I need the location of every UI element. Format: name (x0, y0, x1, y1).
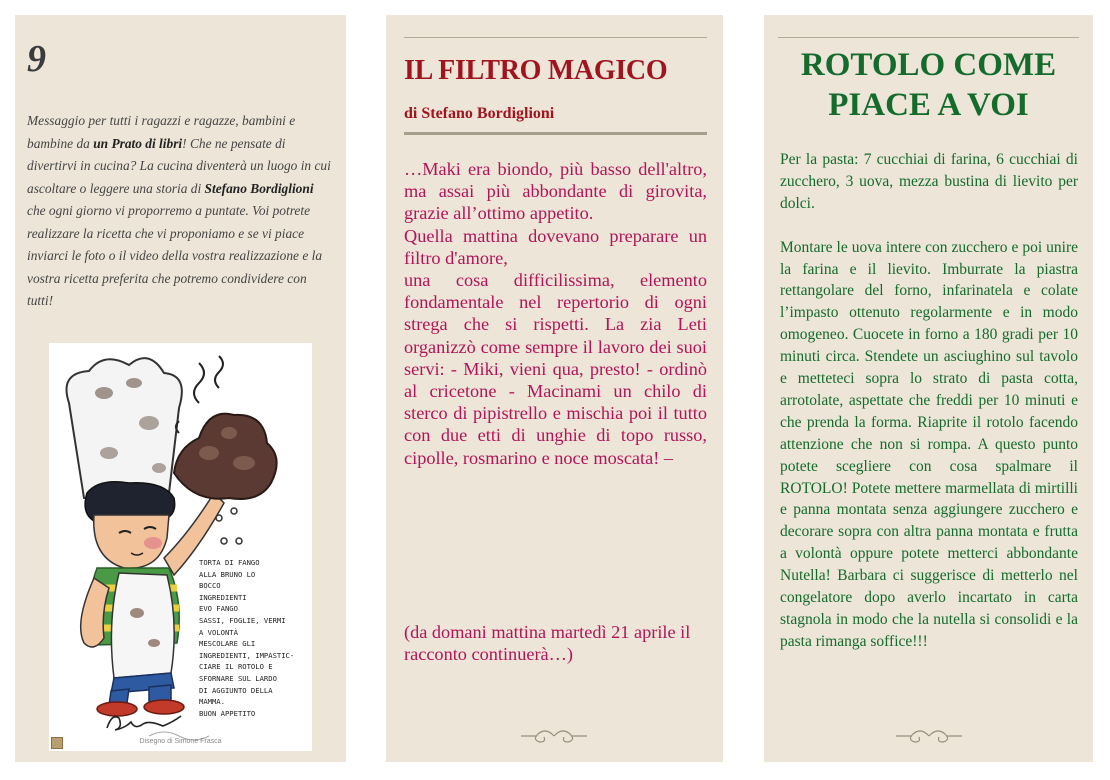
signature-scribble (107, 716, 181, 730)
illustration-credit: Disegno di Simone Frasca (139, 738, 222, 745)
handwritten-line: TORTA DI FANGO (199, 558, 260, 567)
story-title: IL FILTRO MAGICO (404, 55, 668, 86)
story-paragraph: Quella mattina dovevano preparare un filtro d'amore, (404, 225, 707, 268)
recipe-panel (764, 15, 1093, 762)
recipe-title (764, 45, 1093, 125)
handwritten-line: DI AGGIUNTO DELLA (199, 685, 273, 695)
intro-bold-prato: un Prato di libri (93, 135, 183, 151)
handwritten-line: INGREDIENTI, IMPASTIC- (199, 650, 295, 660)
story-continuation: (da domani mattina martedì 21 aprile il racconto continuerà…) (404, 622, 691, 665)
story-author: di Stefano Bordiglioni (404, 105, 555, 122)
recipe-title-line: ROTOLO COME (800, 47, 1057, 83)
handwritten-line: SASSI, FOGLIE, VERMI (199, 615, 286, 625)
handwritten-line: BOCCO (199, 581, 221, 591)
ornament-flourish-icon (519, 725, 589, 747)
recipe-title-line: PIACE A VOI (828, 87, 1029, 123)
chef-illustration (49, 343, 312, 751)
story-text (404, 158, 707, 469)
author-rule (404, 132, 707, 135)
handwritten-line: A VOLONTÀ (199, 627, 238, 637)
publisher-badge (51, 737, 63, 749)
intro-bold-author: Stefano Bordiglioni (204, 180, 314, 196)
recipe-text (780, 149, 1078, 653)
ornament-flourish-icon (894, 725, 964, 747)
recipe-method: Montare le uova intere con zucchero e poi unire la farina e il lievito. Imburrate la piastra rettangolare del forno, infarinatela e colate l’impasto ottenuto regolarmente e in modo omogeneo. Cuocete in forno a 180 gradi per 10 minuti circa. Stendete un asciughino sul tavolo e metteteci sopra lo strato di pasta cotta, arrotolate, aspettate che freddi per 10 minuti e che prenda la forma. Riaprite il rotolo facendo attenzione che non si rompa. A questo punto potete scegliere con cosa spalmare il ROTOLO! Potete mettere marmellata di mirtilli e panna montata senza aggiungere zucchero e decorare sopra con altra panna montata e frutta a volontà oppure potete metterci abbondante Nutella! Barbara ci suggerisce di metterlo nel congelatore dopo averlo incartato in carta stagnola in modo che la nutella si consolidi e la pasta rimanga soffice!!! (780, 238, 1078, 650)
handwritten-line: ALLA BRUNO LO (199, 569, 256, 579)
story-paragraph: una cosa difficilissima, elemento fondamentale nel repertorio di ogni strega che si rispetti. La zia Leti organizzò come sempre il lavoro dei suoi servi: - Miki, vieni qua, presto! - ordinò al cricetone - Macinami un chilo di sterco di pipistrello e mischia poi il tutto con due etti di unghie di topo russo, cipolle, rosmarino e noce moscata! – (404, 270, 707, 468)
story-paragraph: …Maki era biondo, più basso dell'altro, ma assai più abbondante di girovita, grazie all’ottimo appetito. (404, 159, 707, 224)
handwritten-line: MAMMA. (199, 697, 225, 707)
handwritten-recipe (199, 557, 309, 719)
handwritten-line: BUON APPETITO (199, 708, 256, 718)
story-panel (386, 15, 723, 762)
recipe-ingredients: Per la pasta: 7 cucchiai di farina, 6 cucchiai di zucchero, 3 uova, mezza bustina di lievito per dolci. (780, 151, 1078, 212)
handwritten-line: MESCOLARE GLI (199, 639, 256, 649)
handwritten-line: SFORNARE SUL LARDO (199, 673, 277, 683)
handwritten-line: CIARE IL ROTOLO E (199, 662, 273, 672)
intro-text-part: Messaggio per tutti i ragazzi e ragazze, bambini e bambine da (27, 113, 296, 151)
handwritten-line: EVO FANGO (199, 604, 238, 614)
top-rule (778, 37, 1079, 38)
intro-panel (15, 15, 346, 762)
intro-text (27, 110, 333, 313)
intro-text-part: che ogni giorno vi proporremo a puntate. Voi potrete realizzare la ricetta che vi proponiamo e se vi piace inviarci le foto o il video della vostra realizzazione e la vostra ricetta preferita che potremo condividere con tutti! (27, 203, 323, 308)
handwritten-line: INGREDIENTI (199, 592, 247, 602)
top-rule (404, 37, 707, 38)
page-number: 9 (27, 38, 46, 80)
intro-text-part: ! Che ne pensate di divertirvi in cucina? La cucina diventerà un luogo in cui ascoltare o leggere una storia di (27, 135, 331, 196)
